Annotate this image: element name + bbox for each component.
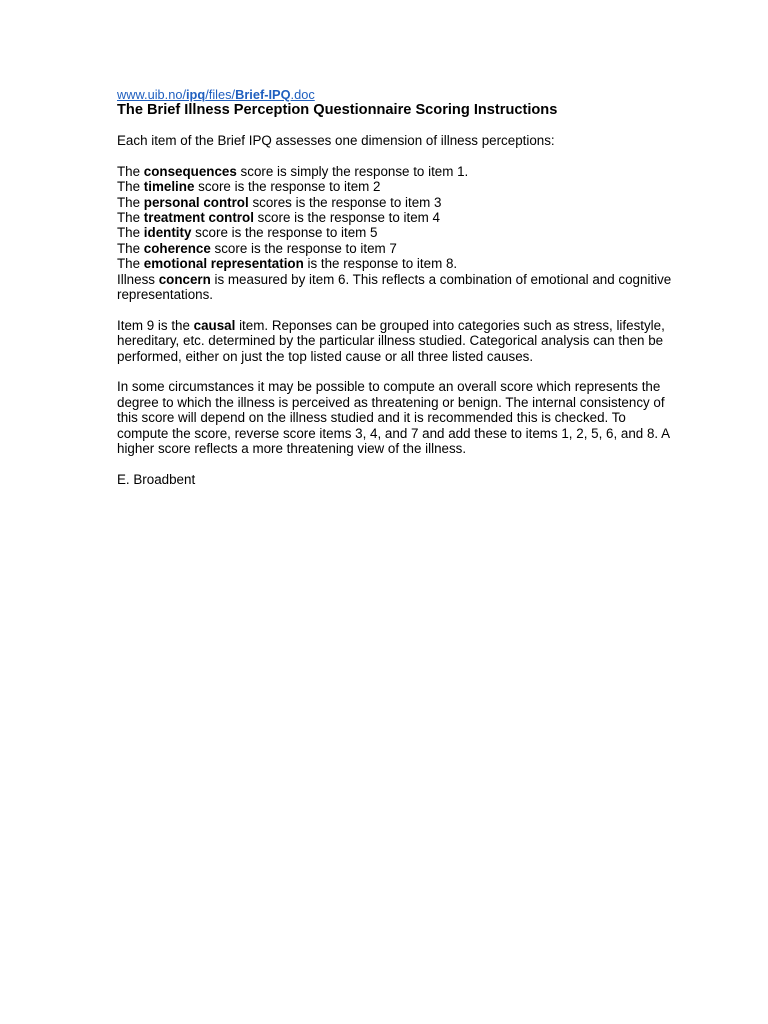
dimension-term: identity xyxy=(143,225,192,241)
document-page xyxy=(117,87,677,487)
url-files-segment: /files/ xyxy=(205,87,236,102)
dimension-term: personal control xyxy=(143,194,249,210)
url-extension: .doc xyxy=(290,87,315,102)
dimension-line-concern: Illness concern is measured by item 6. This reflects a combination of emotional and cognitive representations. xyxy=(117,271,672,303)
causal-term: causal xyxy=(193,317,236,333)
dimension-line-emotional-representation: The emotional representation is the response to item 8. xyxy=(117,256,458,272)
dimension-line-identity: The identity score is the response to item 5 xyxy=(117,225,378,241)
dimension-term: timeline xyxy=(143,179,195,195)
dimensions-list xyxy=(117,164,677,303)
dimension-term: concern xyxy=(158,271,211,287)
url-host: www.uib.no/ xyxy=(117,87,186,102)
intro-paragraph: Each item of the Brief IPQ assesses one dimension of illness perceptions: xyxy=(117,133,555,148)
author-signature: E. Broadbent xyxy=(117,471,196,487)
dimension-term: coherence xyxy=(143,240,211,256)
dimension-line-treatment-control: The treatment control score is the response to item 4 xyxy=(117,210,440,226)
source-url-link[interactable] xyxy=(117,87,315,102)
dimension-term: emotional representation xyxy=(143,256,304,272)
source-url-line xyxy=(117,87,677,102)
dimension-line-consequences: The consequences score is simply the response to item 1. xyxy=(117,163,469,179)
dimension-term: treatment control xyxy=(143,210,254,226)
overall-score-paragraph: In some circumstances it may be possible to compute an overall score which represents the degree to which the illness is perceived as threatening or benign. The internal consistency of this score will depend on the illness studied and it is recommended this is checked. To compute the score, reverse score items 3, 4, and 7 and add these to items 1, 2, 5, 6, and 8. A higher score reflects a more threatening view of the illness. xyxy=(117,379,670,457)
dimension-line-personal-control: The personal control scores is the response to item 3 xyxy=(117,194,442,210)
dimension-line-coherence: The coherence score is the response to item 7 xyxy=(117,240,397,256)
url-segment-ipq: ipq xyxy=(186,87,206,102)
dimension-term: consequences xyxy=(143,163,237,179)
causal-paragraph: Item 9 is the causal item. Reponses can be grouped into categories such as stress, lifestyle, hereditary, etc. determined by the particular illness studied. Categorical analysis can then be performed, either on just the top listed cause or all three listed causes. xyxy=(117,317,665,364)
url-segment-brief-ipq: Brief-IPQ xyxy=(235,87,291,102)
dimension-line-timeline: The timeline score is the response to item 2 xyxy=(117,179,381,195)
document-title: The Brief Illness Perception Questionnaire Scoring Instructions xyxy=(117,102,558,118)
